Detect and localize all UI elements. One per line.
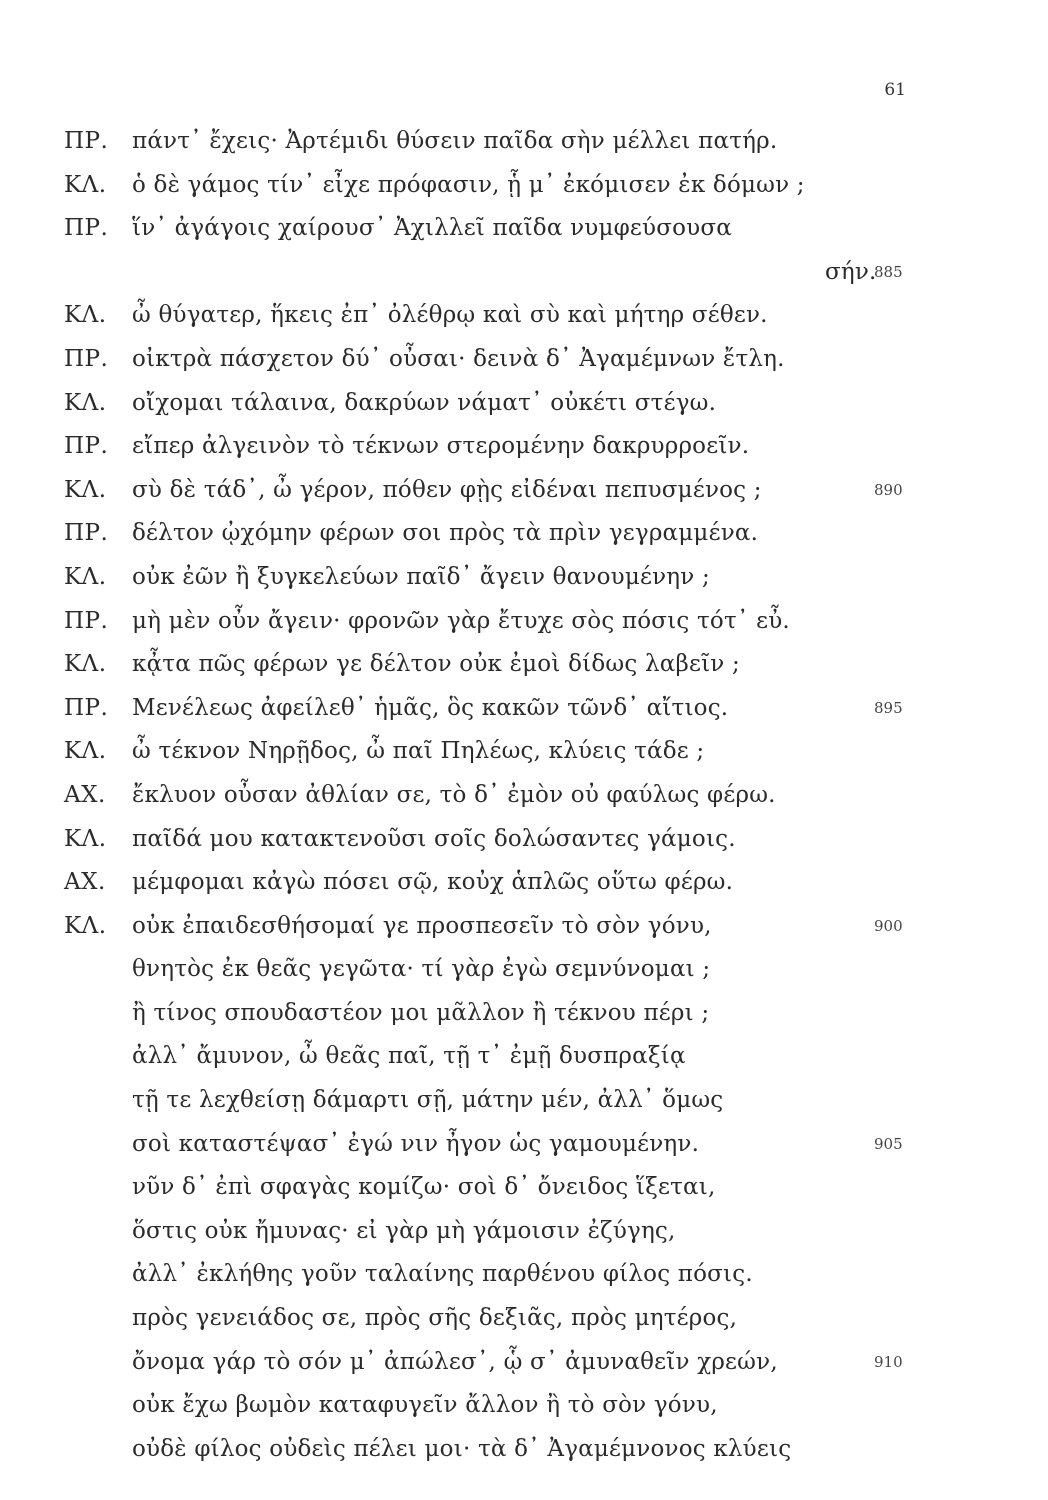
speaker-label: ΚΛ. [64, 912, 107, 939]
verse-text: οὐκ ἐπαιδεσθήσομαί γε προσπεσεῖν τὸ σὸν γόνυ, [132, 912, 712, 939]
verse-text: εἴπερ ἀλγεινὸν τὸ τέκνων στερομένην δακρυρροεῖν. [132, 433, 750, 460]
line-number: 900 [874, 916, 903, 935]
verse-text: τῇ τε λεχθείσῃ δάμαρτι σῇ, μάτην μέν, ἀλλ᾽ ὅμως [132, 1087, 724, 1114]
verse-line [64, 382, 964, 426]
line-number: 910 [874, 1352, 903, 1371]
speaker-label: ΑΧ. [64, 869, 106, 896]
verse-line [64, 512, 964, 556]
speaker-label: ΠΡ. [64, 433, 109, 460]
speaker-label: ΚΛ. [64, 302, 107, 329]
verse-line [64, 1123, 964, 1167]
speaker-label: ΠΡ. [64, 520, 109, 547]
verse-line [64, 425, 964, 469]
verse-line [64, 1253, 964, 1297]
verse-line [64, 1428, 964, 1472]
speaker-label: ΠΡ. [64, 215, 109, 242]
verse-text: ἀλλ᾽ ἐκλήθης γοῦν ταλαίνης παρθένου φίλος πόσις. [132, 1261, 753, 1288]
verse-text: ὄνομα γάρ τὸ σόν μ᾽ ἀπώλεσ᾽, ᾧ σ᾽ ἀμυναθεῖν χρεών, [132, 1348, 778, 1375]
speaker-label: ΚΛ. [64, 651, 107, 678]
verse-line [64, 338, 964, 382]
verse-text: ὦ τέκνον Νηρῇδος, ὦ παῖ Πηλέως, κλύεις τάδε ; [132, 738, 705, 765]
verse-text: οὐκ ἔχω βωμὸν καταφυγεῖν ἄλλον ἢ τὸ σὸν γόνυ, [132, 1392, 718, 1419]
verse-text: οὐκ ἐῶν ἢ ξυγκελεύων παῖδ᾽ ἄγειν θανουμένην ; [132, 563, 710, 590]
verse-line [64, 643, 964, 687]
verse-text: ἵν᾽ ἀγάγοις χαίρουσ᾽ Ἀχιλλεῖ παῖδα νυμφεύσουσα [132, 215, 732, 242]
verse-text: κᾆτα πῶς φέρων γε δέλτον οὐκ ἐμοὶ δίδως λαβεῖν ; [132, 651, 740, 678]
verse-text: δέλτον ᾠχόμην φέρων σοι πρὸς τὰ πρὶν γεγραμμένα. [132, 520, 759, 547]
verse-text: ἔκλυον οὖσαν ἀθλίαν σε, τὸ δ᾽ ἐμὸν οὐ φαύλως φέρω. [132, 781, 776, 808]
line-number: 890 [874, 480, 903, 499]
verse-line [64, 1166, 964, 1210]
verse-text: παῖδά μου κατακτενοῦσι σοῖς δολώσαντες γάμοις. [132, 825, 736, 852]
verse-line [64, 1079, 964, 1123]
verse-line [64, 1297, 964, 1341]
verse-text: πρὸς γενειάδος σε, πρὸς σῆς δεξιᾶς, πρὸς μητέρος, [132, 1305, 738, 1332]
verse-line [64, 1035, 964, 1079]
verse-line [64, 1210, 964, 1254]
verse-text: σήν. [825, 258, 877, 285]
verse-text: νῦν δ᾽ ἐπὶ σφαγὰς κομίζω· σοὶ δ᾽ ὄνειδος ἵξεται, [132, 1174, 716, 1201]
verse-line [64, 120, 964, 164]
verse-line [64, 469, 964, 513]
verse-line [64, 294, 964, 338]
verse-text: Μενέλεως ἀφείλεθ᾽ ἡμᾶς, ὃς κακῶν τῶνδ᾽ αἴτιος. [132, 694, 729, 721]
verse-line [64, 1341, 964, 1385]
verse-text: ὅστις οὐκ ἤμυνας· εἰ γὰρ μὴ γάμοισιν ἐζύγης, [132, 1217, 676, 1244]
verse-line [64, 774, 964, 818]
speaker-label: ΑΧ. [64, 781, 106, 808]
speaker-label: ΚΛ. [64, 563, 107, 590]
verse-text: μὴ μὲν οὖν ἄγειν· φρονῶν γὰρ ἔτυχε σὸς πόσις τότ᾽ εὖ. [132, 607, 790, 634]
speaker-label: ΠΡ. [64, 128, 109, 154]
speaker-label: ΠΡ. [64, 607, 109, 634]
speaker-label: ΚΛ. [64, 738, 107, 765]
line-number: 885 [874, 262, 903, 281]
verse-text: μέμφομαι κἀγὼ πόσει σῷ, κοὐχ ἁπλῶς οὕτω φέρω. [132, 869, 734, 896]
verse-text: οὐδὲ φίλος οὐδεὶς πέλει μοι· τὰ δ᾽ Ἀγαμέμνονος κλύεις [132, 1435, 792, 1462]
verse-text: ὁ δὲ γάμος τίν᾽ εἶχε πρόφασιν, ᾗ μ᾽ ἐκόμισεν ἐκ δόμων ; [132, 171, 805, 198]
verse-line [64, 251, 964, 295]
verse-lines [64, 120, 964, 1471]
verse-text: οἴχομαι τάλαινα, δακρύων νάματ᾽ οὐκέτι στέγω. [132, 389, 717, 416]
verse-text: θνητὸς ἐκ θεᾶς γεγῶτα· τί γὰρ ἐγὼ σεμνύνομαι ; [132, 956, 711, 983]
line-number: 905 [874, 1134, 903, 1153]
line-number: 895 [874, 698, 903, 717]
verse-line [64, 861, 964, 905]
verse-text: οἰκτρὰ πάσχετον δύ᾽ οὖσαι· δεινὰ δ᾽ Ἀγαμέμνων ἔτλη. [132, 345, 785, 372]
verse-line [64, 948, 964, 992]
verse-line [64, 164, 964, 208]
verse-line [64, 905, 964, 949]
speaker-label: ΚΛ. [64, 389, 107, 416]
verse-text: ὦ θύγατερ, ἥκεις ἐπ᾽ ὀλέθρῳ καὶ σὺ καὶ μήτηρ σέθεν. [132, 302, 768, 329]
verse-text: σὺ δὲ τάδ᾽, ὦ γέρον, πόθεν φῂς εἰδέναι πεπυσμένος ; [132, 476, 762, 503]
speaker-label: ΚΛ. [64, 476, 107, 503]
verse-line [64, 818, 964, 862]
verse-line [64, 687, 964, 731]
verse-line [64, 1384, 964, 1428]
verse-line [64, 992, 964, 1036]
speaker-label: ΠΡ. [64, 345, 109, 372]
page-number: 61 [884, 80, 906, 100]
verse-text: ἀλλ᾽ ἄμυνον, ὦ θεᾶς παῖ, τῇ τ᾽ ἐμῇ δυσπραξίᾳ [132, 1043, 686, 1070]
verse-line [64, 730, 964, 774]
speaker-label: ΚΛ. [64, 171, 107, 198]
speaker-label: ΚΛ. [64, 825, 107, 852]
verse-line [64, 600, 964, 644]
verse-line [64, 556, 964, 600]
verse-text: πάντ᾽ ἔχεις· Ἀρτέμιδι θύσειν παῖδα σὴν μέλλει πατήρ. [132, 128, 778, 154]
verse-text: σοὶ καταστέψασ᾽ ἐγώ νιν ἦγον ὡς γαμουμένην. [132, 1130, 700, 1157]
verse-text: ἢ τίνος σπουδαστέον μοι μᾶλλον ἢ τέκνου πέρι ; [132, 999, 710, 1026]
verse-line [64, 207, 964, 251]
speaker-label: ΠΡ. [64, 694, 109, 721]
